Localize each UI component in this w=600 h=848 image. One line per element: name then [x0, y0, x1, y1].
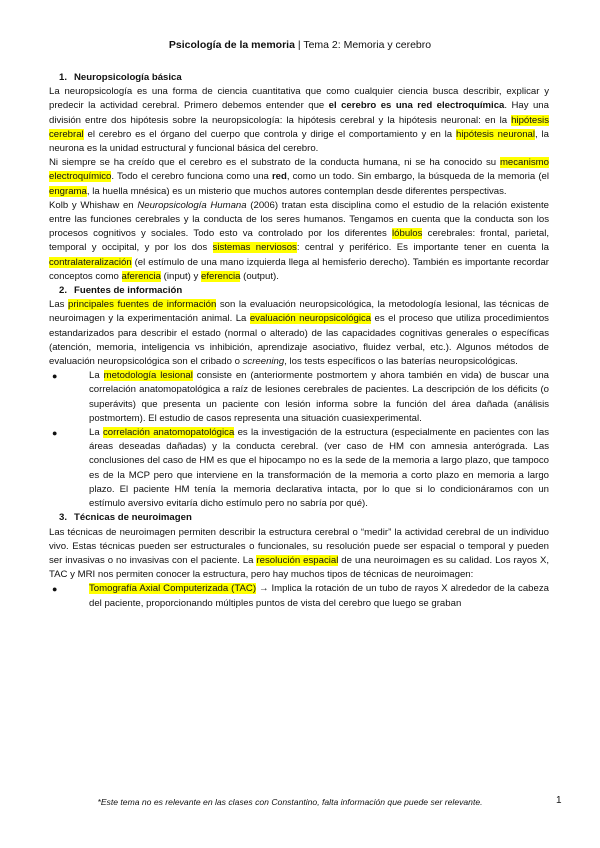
text-run: son la evaluación neuropsicológica, la metodología lesional, las técnicas de neuroimagen y la experimentación animal. La [49, 299, 549, 325]
text-run: (output). [240, 270, 279, 282]
book-title: Neuropsicología Humana [137, 199, 247, 211]
highlighted-term: aferencia [121, 270, 161, 282]
text-run: cerebrales: frontal, parietal, temporal y occipital, y por los dos [49, 228, 549, 254]
bullet-list [49, 582, 549, 610]
paragraph [49, 156, 549, 199]
list-item [49, 426, 549, 511]
section-title: Técnicas de neuroimagen [74, 512, 192, 524]
text-run: Kolb y Whishaw en [49, 199, 138, 211]
text-run: . Todo el cerebro funciona como una [111, 171, 272, 183]
text-run: (input) y [161, 270, 201, 282]
bullet-list [49, 369, 549, 511]
section-heading [49, 284, 549, 298]
text-run: . Hay una división entre dos hipótesis sobre la neuropsicología: la hipótesis cerebral y la hipótesis neuronal: en la [49, 100, 549, 126]
highlighted-term: mecanismo electroquímico [49, 157, 549, 183]
footnote: *Este tema no es relevante en las clases con Constantino, falta información que puede ser relevante. [97, 797, 483, 807]
highlighted-term: hipótesis cerebral [49, 114, 549, 140]
section-number: 1. [59, 72, 68, 83]
list-item [49, 369, 549, 426]
highlighted-term: lóbulos [392, 228, 423, 240]
bold-term: el cerebro es una red electroquímica [328, 100, 505, 112]
bullet-icon: ● [52, 371, 58, 382]
text-run: : central y periférico. Es importante tener en cuenta la [296, 242, 549, 254]
document-body [49, 71, 549, 611]
text-run: es la investigación de la estructura (especialmente en pacientes con las áreas deseadas dañadas) y la conducta cerebral. (ver caso de HM con amnesia anterógrada. Las conclusiones del caso de HM es que el hipocampo no es la sede de la memoria a largo plazo, que tampoco es de la MCP pero que interviene en la transformación de la memoria a corto plazo en memoria a largo plazo. El paciente HM tenía la memoria declarativa intacta, por lo que si lo condicionáramos con un estímulo aversivo evitaría dicho estímulo pero no sabría por qué). [89, 427, 549, 510]
text-run: → Implica la rotación de un tubo de rayos X alrededor de la cabeza del paciente, proporcionando múltiples puntos de vista del cerebro que luego se graban [89, 583, 549, 609]
text-run: La [89, 427, 103, 439]
text-run: Las [49, 299, 69, 311]
text-run: de una neuroimagen es su calidad. Los rayos X, TAC y MRI nos permiten conocer la estructura, pero hay muchos tipos de técnicas de neuroimagen: [49, 554, 550, 581]
text-run: , la huella mnésica) es un misterio que muchos autores contemplan desde diferentes perspectivas. [86, 185, 507, 197]
text-run: (2006) tratan esta disciplina como el estudio de la relación existente entre las funciones cerebrales y la conducta de los seres humanos. Tengamos en cuenta que la conducta son los procesos cognitivos y sociales. Todo esto va controlado por los diferentes [49, 199, 549, 240]
section-number: 2. [59, 285, 68, 297]
list-item [49, 582, 549, 610]
text-run: Ni siempre se ha creído que el cerebro es el substrato de la conducta humana, ni se ha conocido su [49, 157, 500, 169]
paragraph [49, 199, 549, 284]
text-run: , la neurona es la unidad estructural y funcional básica del cerebro. [49, 128, 549, 155]
bullet-icon: ● [52, 584, 58, 595]
text-run: (el estímulo de una mano izquierda llega al hemisferio derecho). También es importante recordar conceptos como [49, 256, 549, 282]
paragraph [49, 526, 549, 583]
paragraph [49, 85, 549, 156]
page-number: 1 [556, 795, 562, 806]
text-run: La [89, 370, 104, 382]
topic-title: Tema 2: Memoria y cerebro [303, 39, 432, 51]
highlighted-term: hipótesis neuronal [455, 128, 536, 140]
paragraph [49, 298, 549, 369]
text-run: consiste en (anteriormente postmortem y ahora también en vida) de buscar una correlación anatomopatológica a raíz de lesiones cerebrales de pacientes. La descripción de los déficits (o superávits) que presenta un paciente con lesión informa sobre la función del área dañada (análisis postmortem). El estudio de casos representa una situación cuasiexperimental. [89, 370, 549, 424]
text-run: La neuropsicología es una forma de ciencia cuantitativa que como cualquier ciencia busca describir, explicar y predecir la actividad cerebral. Primero debemos entender que [49, 86, 549, 112]
section-title: Fuentes de información [74, 285, 183, 297]
highlighted-term: contralateralización [49, 256, 132, 268]
title-separator: | [294, 39, 304, 51]
section-heading [49, 511, 549, 525]
text-run: es el proceso que utiliza procedimientos estandarizados para describir el estado (normal o alterado) de las capacidades cognitivas generales o específicas (atención, memoria, inteligencia vs inhibición, aprendizaje asociativo, fluidez verbal, etc.). Algunos métodos de evaluación neuropsicológica son el cribado o [49, 313, 549, 368]
highlighted-term: correlación anatomopatológica [102, 427, 235, 439]
highlighted-term: metodología lesional [103, 370, 193, 382]
bullet-icon: ● [52, 428, 58, 439]
highlighted-term: eferencia [201, 270, 241, 282]
course-title: Psicología de la memoria [168, 39, 295, 51]
text-run: Las técnicas de neuroimagen permiten describir la estructura cerebral o “medir” la actividad cerebral de un individuo vivo. Estas técnicas pueden ser estructurales o funcionales, su resolución puede ser espacial o temporal y pueden ser invasivas o no invasivas con el paciente. La [49, 526, 549, 566]
bold-term: red [271, 171, 287, 183]
page-title [0, 38, 600, 52]
italic-term: screening [242, 356, 285, 368]
section-title: Neuropsicología básica [74, 72, 182, 83]
highlighted-term: resolución espacial [256, 554, 339, 566]
highlighted-term: Tomografía Axial Computerizada (TAC) [89, 583, 257, 595]
highlighted-term: evaluación neuropsicológica [249, 313, 372, 325]
section-number: 3. [59, 512, 68, 524]
text-run: , como un todo. Sin embargo, la búsqueda de la memoria (el [286, 171, 549, 183]
section-heading [49, 71, 549, 85]
highlighted-term: engrama [49, 185, 87, 197]
text-run: el cerebro es el órgano del cuerpo que controla y dirige el comportamiento y en la [83, 128, 456, 140]
highlighted-term: sistemas nerviosos [212, 242, 297, 254]
highlighted-term: principales fuentes de información [68, 299, 217, 311]
text-run: , los tests específicos o las baterías neuropsicológicas. [284, 356, 518, 368]
